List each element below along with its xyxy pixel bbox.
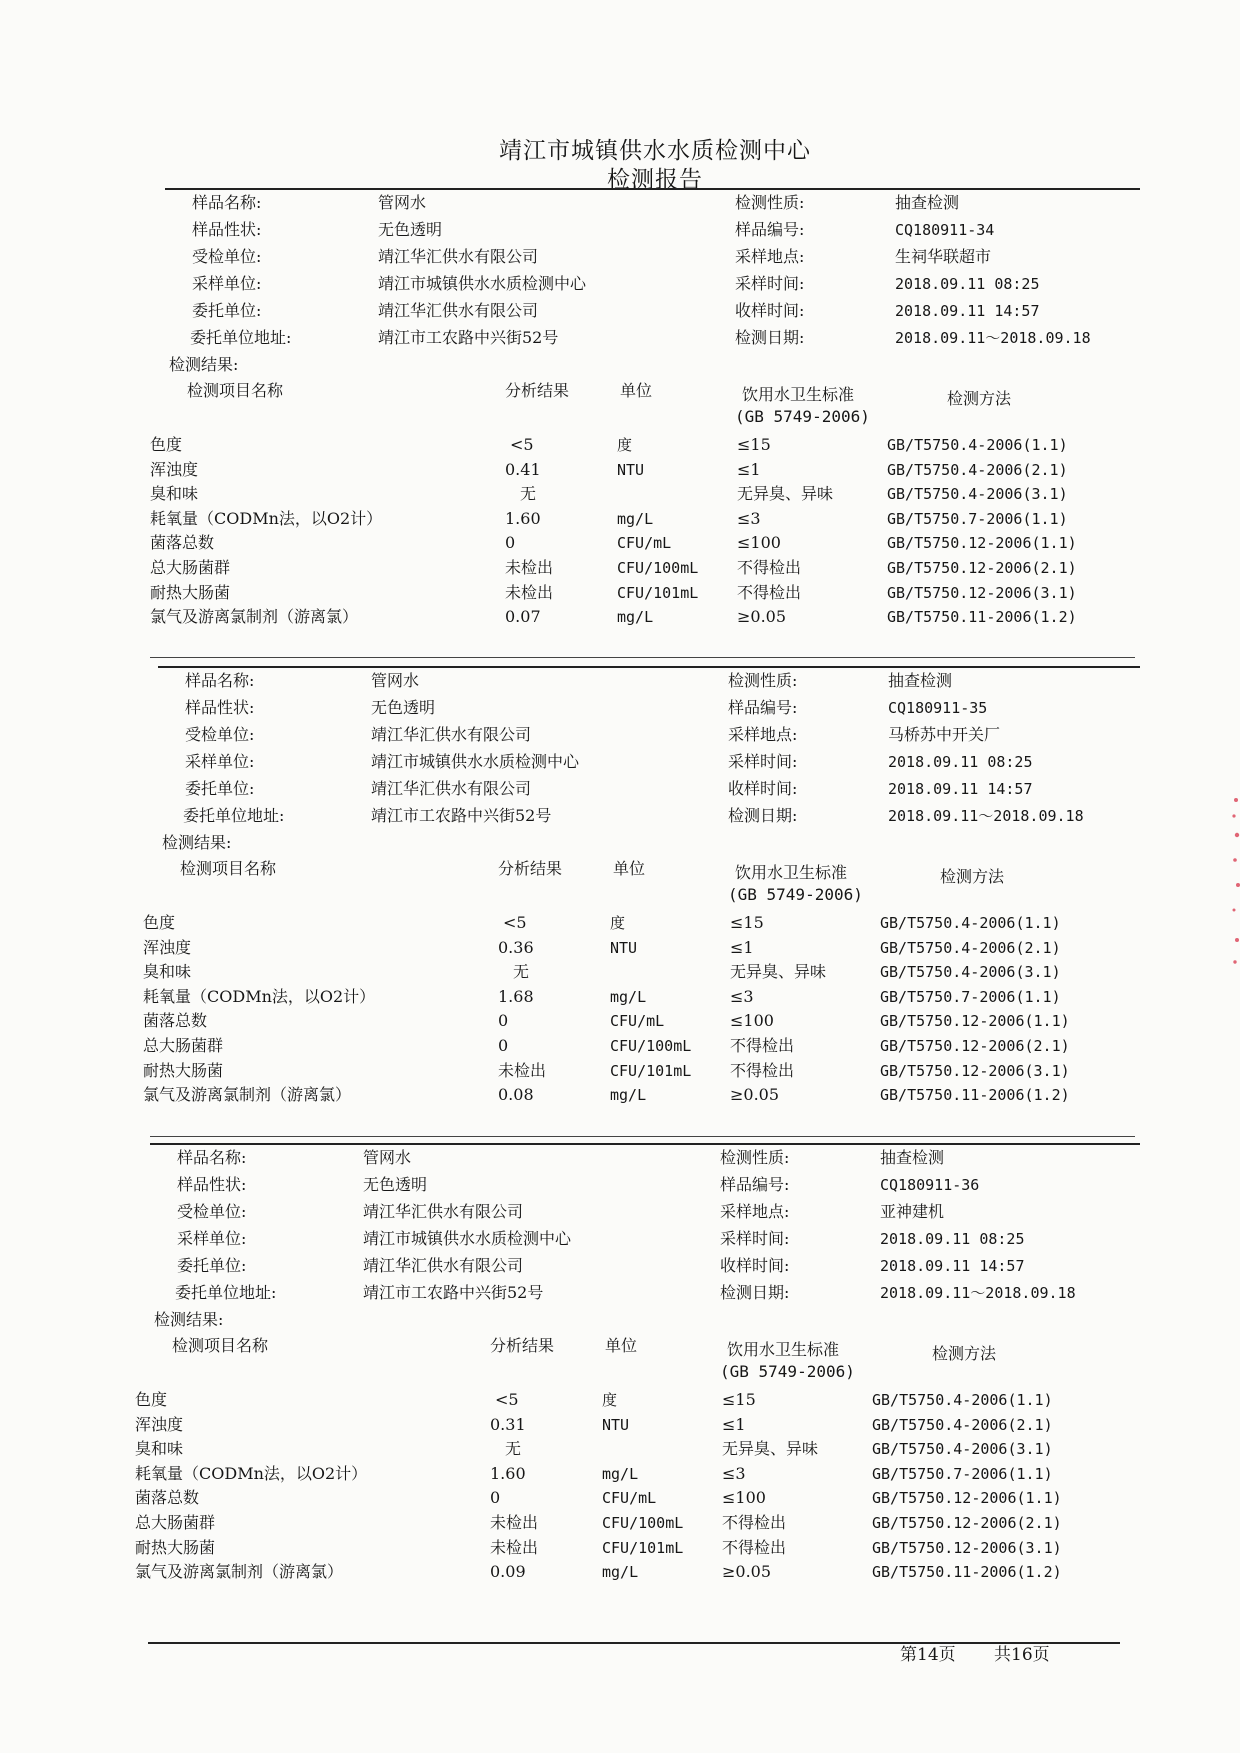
cell-unit: NTU	[610, 938, 638, 957]
info-row	[0, 1172, 1240, 1198]
cell-standard: ≥0.05	[730, 1085, 780, 1105]
field-value-sampling-unit: 靖江市城镇供水水质检测中心	[371, 752, 580, 771]
cell-standard: ≤1	[730, 937, 754, 957]
cell-result: <5	[510, 435, 534, 454]
field-label-receipt-time: 收样时间:	[720, 1256, 790, 1275]
field-value-test-nature: 抽查检测	[888, 671, 953, 690]
cell-unit: mg/L	[617, 608, 654, 627]
cell-result: 0.07	[505, 607, 541, 627]
field-label-sample-name: 样品名称:	[192, 193, 262, 212]
cell-result: 未检出	[505, 582, 554, 602]
column-header-result: 分析结果	[490, 1336, 555, 1355]
cell-standard: ≤3	[737, 508, 761, 528]
field-value-sampling-time: 2018.09.11 08:25	[880, 1230, 1025, 1248]
field-value-sampling-location: 亚神建机	[880, 1202, 945, 1221]
field-label-client-unit: 委托单位:	[185, 779, 255, 798]
info-row	[0, 325, 1240, 351]
field-value-sampling-location: 生祠华联超市	[895, 247, 992, 266]
field-label-sample-property: 样品性状:	[185, 698, 255, 717]
cell-item: 氯气及游离氯制剂（游离氯）	[135, 1562, 344, 1582]
column-header-item: 检测项目名称	[180, 859, 277, 878]
field-label-receipt-time: 收样时间:	[735, 301, 805, 320]
cell-result: 无	[505, 1439, 522, 1459]
cell-item: 臭和味	[143, 962, 192, 982]
field-label-receipt-time: 收样时间:	[728, 779, 798, 798]
column-header-standard-code: (GB 5749-2006)	[720, 1362, 855, 1381]
page-total: 共16页	[994, 1645, 1050, 1665]
cell-result: 未检出	[490, 1513, 539, 1532]
field-value-receipt-time: 2018.09.11 14:57	[880, 1257, 1025, 1275]
cell-item: 耐热大肠菌	[135, 1537, 216, 1557]
result-row	[0, 1559, 1240, 1585]
section-separator	[150, 1136, 1135, 1137]
info-row	[0, 776, 1240, 802]
info-row	[0, 749, 1240, 775]
result-row	[0, 910, 1240, 936]
cell-item: 耗氧量（CODMn法，以O2计）	[150, 508, 383, 528]
cell-item: 耗氧量（CODMn法，以O2计）	[135, 1463, 368, 1483]
cell-item: 总大肠菌群	[143, 1036, 224, 1055]
cell-item: 色度	[135, 1390, 168, 1409]
field-value-test-date: 2018.09.11～2018.09.18	[895, 329, 1091, 347]
cell-unit: CFU/101mL	[602, 1538, 684, 1557]
field-label-test-nature: 检测性质:	[728, 671, 798, 690]
column-header-method: 检测方法	[932, 1344, 997, 1363]
field-value-sampling-time: 2018.09.11 08:25	[895, 275, 1040, 293]
document-title: 检测报告	[607, 167, 703, 193]
cell-result: 0	[490, 1488, 501, 1508]
column-header-unit: 单位	[613, 859, 646, 878]
field-label-sample-name: 样品名称:	[177, 1148, 247, 1167]
field-label-client-unit: 委托单位:	[192, 301, 262, 320]
page-number: 第14页	[900, 1645, 956, 1665]
field-label-sampling-unit: 采样单位:	[192, 274, 262, 293]
cell-item: 总大肠菌群	[135, 1513, 216, 1532]
cell-standard: ≤15	[722, 1390, 756, 1409]
cell-item: 浑浊度	[135, 1414, 184, 1434]
results-label: 检测结果:	[169, 355, 239, 374]
cell-method: GB/T5750.12-2006(3.1)	[887, 583, 1077, 602]
result-row	[0, 1436, 1240, 1462]
cell-standard: ≥0.05	[722, 1562, 772, 1582]
field-label-sampling-location: 采样地点:	[728, 725, 798, 744]
info-row	[0, 1280, 1240, 1306]
cell-unit: mg/L	[617, 509, 654, 528]
field-value-sample-name: 管网水	[378, 193, 427, 212]
field-value-client-address: 靖江市工农路中兴街52号	[378, 328, 559, 347]
cell-unit: CFU/mL	[602, 1489, 657, 1508]
field-value-inspected-unit: 靖江华汇供水有限公司	[378, 247, 539, 266]
cell-result: <5	[503, 913, 527, 932]
cell-result: 0	[498, 1036, 509, 1055]
column-header-item: 检测项目名称	[187, 381, 284, 400]
cell-unit: CFU/100mL	[602, 1514, 684, 1532]
field-value-sample-number: CQ180911-36	[880, 1176, 980, 1194]
column-header-method: 检测方法	[940, 867, 1005, 886]
cell-standard: ≤1	[722, 1414, 746, 1434]
cell-standard: ≤15	[730, 913, 764, 932]
cell-result: 1.68	[498, 986, 534, 1006]
stamp-edge-mark	[1226, 790, 1240, 970]
cell-item: 菌落总数	[143, 1011, 208, 1031]
cell-method: GB/T5750.4-2006(1.1)	[872, 1391, 1053, 1409]
field-value-sampling-location: 马桥苏中开关厂	[888, 725, 1001, 744]
cell-result: <5	[495, 1390, 519, 1409]
field-value-sample-name: 管网水	[363, 1148, 412, 1167]
cell-unit: 度	[610, 914, 626, 932]
cell-result: 0	[498, 1011, 509, 1031]
cell-method: GB/T5750.12-2006(2.1)	[872, 1514, 1062, 1532]
cell-item: 浑浊度	[143, 937, 192, 957]
cell-method: GB/T5750.12-2006(3.1)	[880, 1061, 1070, 1080]
cell-unit: mg/L	[610, 987, 647, 1006]
cell-unit: 度	[602, 1391, 618, 1409]
result-row	[0, 1412, 1240, 1438]
cell-result: 1.60	[505, 508, 541, 528]
cell-unit: mg/L	[610, 1086, 647, 1105]
cell-item: 臭和味	[135, 1439, 184, 1459]
field-value-inspected-unit: 靖江华汇供水有限公司	[371, 725, 532, 744]
field-value-client-unit: 靖江华汇供水有限公司	[378, 301, 539, 320]
org-title: 靖江市城镇供水水质检测中心	[499, 138, 811, 164]
result-row	[0, 1535, 1240, 1561]
cell-item: 耐热大肠菌	[143, 1060, 224, 1080]
cell-method: GB/T5750.12-2006(2.1)	[887, 559, 1077, 577]
result-row	[0, 481, 1240, 507]
cell-unit: CFU/101mL	[617, 583, 699, 602]
cell-item: 氯气及游离氯制剂（游离氯）	[150, 607, 359, 627]
cell-standard: 不得检出	[737, 582, 802, 602]
info-row	[0, 803, 1240, 829]
result-row	[0, 1008, 1240, 1034]
cell-standard: ≤100	[730, 1011, 774, 1031]
result-row	[0, 935, 1240, 961]
cell-method: GB/T5750.7-2006(1.1)	[880, 987, 1061, 1006]
cell-standard: 无异臭、异味	[730, 962, 827, 982]
field-label-sampling-unit: 采样单位:	[177, 1229, 247, 1248]
result-row	[0, 530, 1240, 556]
cell-unit: NTU	[602, 1415, 630, 1434]
field-value-client-address: 靖江市工农路中兴街52号	[371, 806, 552, 825]
cell-method: GB/T5750.4-2006(2.1)	[880, 938, 1061, 957]
field-label-sample-name: 样品名称:	[185, 671, 255, 690]
info-row	[0, 271, 1240, 297]
column-header-standard: 饮用水卫生标准	[735, 863, 848, 882]
column-header-standard-code: (GB 5749-2006)	[735, 407, 870, 426]
cell-method: GB/T5750.4-2006(1.1)	[887, 436, 1068, 454]
field-value-sampling-time: 2018.09.11 08:25	[888, 753, 1033, 771]
report-title-block	[0, 136, 1240, 194]
cell-item: 耐热大肠菌	[150, 582, 231, 602]
cell-result: 0.41	[505, 459, 541, 479]
cell-method: GB/T5750.12-2006(1.1)	[872, 1489, 1062, 1508]
cell-standard: 无异臭、异味	[722, 1439, 819, 1459]
field-label-test-nature: 检测性质:	[720, 1148, 790, 1167]
results-label: 检测结果:	[154, 1310, 224, 1329]
cell-method: GB/T5750.12-2006(2.1)	[880, 1037, 1070, 1055]
result-row	[0, 506, 1240, 532]
cell-method: GB/T5750.7-2006(1.1)	[887, 509, 1068, 528]
info-row	[0, 722, 1240, 748]
info-row	[0, 217, 1240, 243]
field-label-inspected-unit: 受检单位:	[192, 247, 262, 266]
field-value-receipt-time: 2018.09.11 14:57	[895, 302, 1040, 320]
column-header-standard: 饮用水卫生标准	[742, 385, 855, 404]
cell-standard: ≤15	[737, 435, 771, 454]
cell-standard: ≤1	[737, 459, 761, 479]
field-value-sample-number: CQ180911-34	[895, 221, 995, 239]
cell-result: 未检出	[498, 1060, 547, 1080]
column-header-standard-code: (GB 5749-2006)	[728, 885, 863, 904]
cell-method: GB/T5750.4-2006(3.1)	[872, 1440, 1053, 1459]
cell-unit: CFU/mL	[617, 534, 672, 553]
cell-method: GB/T5750.12-2006(1.1)	[880, 1012, 1070, 1031]
cell-item: 色度	[143, 913, 176, 932]
cell-standard: 不得检出	[722, 1537, 787, 1557]
field-value-test-date: 2018.09.11～2018.09.18	[888, 807, 1084, 825]
result-row	[0, 1485, 1240, 1511]
info-row	[0, 1226, 1240, 1252]
result-row	[0, 555, 1240, 581]
field-label-sampling-location: 采样地点:	[735, 247, 805, 266]
result-row	[0, 457, 1240, 483]
field-label-sampling-time: 采样时间:	[735, 274, 805, 293]
field-label-sample-number: 样品编号:	[728, 698, 798, 717]
cell-result: 未检出	[505, 558, 554, 577]
column-header-method: 检测方法	[947, 389, 1012, 408]
field-label-sampling-time: 采样时间:	[720, 1229, 790, 1248]
cell-item: 臭和味	[150, 484, 199, 504]
cell-item: 菌落总数	[150, 533, 215, 553]
cell-item: 菌落总数	[135, 1488, 200, 1508]
field-value-client-unit: 靖江华汇供水有限公司	[363, 1256, 524, 1275]
cell-item: 浑浊度	[150, 459, 199, 479]
cell-result: 0.31	[490, 1414, 526, 1434]
cell-method: GB/T5750.11-2006(1.2)	[872, 1563, 1062, 1582]
field-label-test-date: 检测日期:	[720, 1283, 790, 1302]
cell-method: GB/T5750.4-2006(2.1)	[887, 460, 1068, 479]
cell-result: 0.08	[498, 1085, 534, 1105]
cell-result: 未检出	[490, 1537, 539, 1557]
section-separator	[150, 657, 1135, 658]
column-header-result: 分析结果	[498, 859, 563, 878]
result-row	[0, 1082, 1240, 1108]
result-row	[0, 432, 1240, 458]
field-value-test-nature: 抽查检测	[880, 1148, 945, 1167]
result-row	[0, 1510, 1240, 1536]
cell-result: 无	[520, 484, 537, 504]
cell-method: GB/T5750.12-2006(3.1)	[872, 1538, 1062, 1557]
field-value-inspected-unit: 靖江华汇供水有限公司	[363, 1202, 524, 1221]
field-label-inspected-unit: 受检单位:	[177, 1202, 247, 1221]
field-value-receipt-time: 2018.09.11 14:57	[888, 780, 1033, 798]
cell-result: 0	[505, 533, 516, 553]
field-label-sample-number: 样品编号:	[720, 1175, 790, 1194]
info-row	[0, 1145, 1240, 1171]
cell-unit: mg/L	[602, 1563, 639, 1582]
cell-method: GB/T5750.4-2006(3.1)	[887, 485, 1068, 504]
field-label-sampling-time: 采样时间:	[728, 752, 798, 771]
cell-unit: 度	[617, 436, 633, 454]
cell-result: 1.60	[490, 1463, 526, 1483]
result-row	[0, 604, 1240, 630]
cell-result: 0.36	[498, 937, 534, 957]
cell-standard: 不得检出	[730, 1036, 795, 1055]
column-header-result: 分析结果	[505, 381, 570, 400]
field-label-client-address: 委托单位地址:	[183, 806, 285, 825]
field-label-test-nature: 检测性质:	[735, 193, 805, 212]
cell-unit: NTU	[617, 460, 645, 479]
cell-standard: ≤3	[722, 1463, 746, 1483]
cell-standard: 不得检出	[737, 558, 802, 577]
result-row	[0, 959, 1240, 985]
field-value-client-address: 靖江市工农路中兴街52号	[363, 1283, 544, 1302]
info-row	[0, 1253, 1240, 1279]
cell-standard: 无异臭、异味	[737, 484, 834, 504]
results-label: 检测结果:	[162, 833, 232, 852]
cell-standard: ≥0.05	[737, 607, 787, 627]
column-header-unit: 单位	[605, 1336, 638, 1355]
result-row	[0, 580, 1240, 606]
info-row	[0, 668, 1240, 694]
cell-standard: ≤100	[722, 1488, 766, 1508]
field-value-test-date: 2018.09.11～2018.09.18	[880, 1284, 1076, 1302]
field-value-sample-property: 无色透明	[378, 220, 443, 239]
field-value-test-nature: 抽查检测	[895, 193, 960, 212]
field-label-client-address: 委托单位地址:	[190, 328, 292, 347]
cell-standard: 不得检出	[730, 1060, 795, 1080]
cell-method: GB/T5750.7-2006(1.1)	[872, 1464, 1053, 1483]
field-value-sample-property: 无色透明	[363, 1175, 428, 1194]
field-label-sample-property: 样品性状:	[177, 1175, 247, 1194]
field-value-sampling-unit: 靖江市城镇供水水质检测中心	[378, 274, 587, 293]
cell-method: GB/T5750.12-2006(1.1)	[887, 534, 1077, 553]
field-label-client-address: 委托单位地址:	[175, 1283, 277, 1302]
cell-method: GB/T5750.11-2006(1.2)	[880, 1086, 1070, 1105]
column-header-item: 检测项目名称	[172, 1336, 269, 1355]
field-value-client-unit: 靖江华汇供水有限公司	[371, 779, 532, 798]
cell-method: GB/T5750.4-2006(2.1)	[872, 1415, 1053, 1434]
result-row	[0, 1461, 1240, 1487]
cell-method: GB/T5750.11-2006(1.2)	[887, 608, 1077, 627]
column-header-standard: 饮用水卫生标准	[727, 1340, 840, 1359]
field-label-sampling-location: 采样地点:	[720, 1202, 790, 1221]
result-row	[0, 984, 1240, 1010]
cell-item: 总大肠菌群	[150, 558, 231, 577]
cell-unit: CFU/100mL	[610, 1037, 692, 1055]
cell-unit: mg/L	[602, 1464, 639, 1483]
result-row	[0, 1058, 1240, 1084]
field-value-sample-number: CQ180911-35	[888, 699, 988, 717]
field-label-test-date: 检测日期:	[728, 806, 798, 825]
footer-rule	[148, 1642, 1120, 1644]
info-row	[0, 244, 1240, 270]
info-row	[0, 190, 1240, 216]
field-label-test-date: 检测日期:	[735, 328, 805, 347]
cell-unit: CFU/100mL	[617, 559, 699, 577]
cell-result: 无	[513, 962, 530, 982]
cell-method: GB/T5750.4-2006(3.1)	[880, 963, 1061, 982]
field-label-sample-property: 样品性状:	[192, 220, 262, 239]
field-value-sampling-unit: 靖江市城镇供水水质检测中心	[363, 1229, 572, 1248]
cell-standard: ≤3	[730, 986, 754, 1006]
cell-item: 耗氧量（CODMn法，以O2计）	[143, 986, 376, 1006]
field-label-sampling-unit: 采样单位:	[185, 752, 255, 771]
cell-item: 氯气及游离氯制剂（游离氯）	[143, 1085, 352, 1105]
field-value-sample-property: 无色透明	[371, 698, 436, 717]
cell-item: 色度	[150, 435, 183, 454]
column-header-unit: 单位	[620, 381, 653, 400]
cell-standard: ≤100	[737, 533, 781, 553]
info-row	[0, 695, 1240, 721]
field-value-sample-name: 管网水	[371, 671, 420, 690]
cell-result: 0.09	[490, 1562, 526, 1582]
info-row	[0, 1199, 1240, 1225]
cell-unit: CFU/101mL	[610, 1061, 692, 1080]
cell-method: GB/T5750.4-2006(1.1)	[880, 914, 1061, 932]
cell-standard: 不得检出	[722, 1513, 787, 1532]
result-row	[0, 1033, 1240, 1059]
cell-unit: CFU/mL	[610, 1012, 665, 1031]
field-label-inspected-unit: 受检单位:	[185, 725, 255, 744]
field-label-sample-number: 样品编号:	[735, 220, 805, 239]
info-row	[0, 298, 1240, 324]
field-label-client-unit: 委托单位:	[177, 1256, 247, 1275]
result-row	[0, 1387, 1240, 1413]
